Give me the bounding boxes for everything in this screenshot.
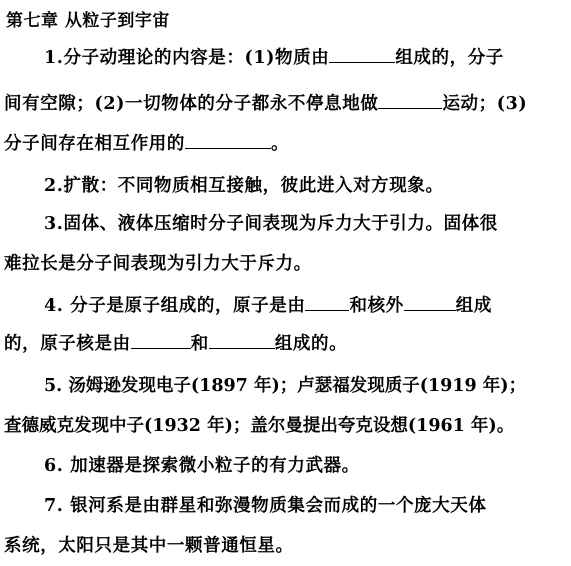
text-line-4 bbox=[44, 172, 444, 197]
text-line-12 bbox=[44, 492, 486, 517]
fill-blank[interactable] bbox=[131, 332, 191, 349]
text-segment: 间有空隙；(2)一切物体的分子都永不停息地做 bbox=[4, 94, 379, 114]
text-segment: 分子间存在相互作用的 bbox=[4, 134, 185, 154]
text-segment: 组成的，分子 bbox=[395, 48, 504, 68]
chapter-title: 第七章 从粒子到宇宙 bbox=[6, 11, 170, 31]
text-segment: 2.扩散：不同物质相互接触，彼此进入对方现象。 bbox=[44, 176, 444, 196]
text-segment: 查德威克发现中子(1932 年)；盖尔曼提出夸克设想(1961 年)。 bbox=[4, 416, 515, 436]
fill-blank[interactable] bbox=[185, 132, 271, 149]
text-segment: 组成 bbox=[455, 296, 492, 316]
fill-blank[interactable] bbox=[404, 294, 456, 311]
text-segment: 运动；(3) bbox=[442, 94, 528, 114]
text-line-2 bbox=[4, 90, 527, 115]
text-line-5 bbox=[44, 210, 498, 235]
fill-blank[interactable] bbox=[209, 332, 275, 349]
text-segment: 系统，太阳只是其中一颗普通恒星。 bbox=[4, 536, 294, 556]
text-line-1 bbox=[44, 44, 504, 69]
text-segment: 6. 加速器是探索微小粒子的有力武器。 bbox=[44, 456, 360, 476]
text-line-3 bbox=[4, 130, 289, 155]
text-segment: 组成的。 bbox=[274, 334, 348, 354]
text-segment: 和核外 bbox=[349, 296, 404, 316]
fill-blank[interactable] bbox=[329, 46, 395, 63]
text-line-10 bbox=[4, 412, 514, 437]
fill-blank[interactable] bbox=[378, 92, 442, 109]
text-line-13 bbox=[4, 532, 294, 557]
text-line-6 bbox=[4, 250, 312, 275]
text-line-7 bbox=[44, 292, 492, 317]
text-segment: 4. 分子是原子组成的，原子是由 bbox=[44, 296, 306, 316]
text-line-8 bbox=[4, 330, 347, 355]
text-segment: 难拉长是分子间表现为引力大于斥力。 bbox=[4, 254, 312, 274]
text-segment: 的，原子核是由 bbox=[4, 334, 131, 354]
text-segment: 1.分子动理论的内容是：(1)物质由 bbox=[44, 48, 330, 68]
text-segment: 和 bbox=[190, 334, 209, 354]
text-segment: 3.固体、液体压缩时分子间表现为斥力大于引力。固体很 bbox=[44, 214, 498, 234]
text-segment: 5. 汤姆逊发现电子(1897 年)；卢瑟福发现质子(1919 年)； bbox=[44, 376, 527, 396]
fill-blank[interactable] bbox=[305, 294, 349, 311]
text-segment: 。 bbox=[271, 134, 290, 154]
text-line-9 bbox=[44, 372, 526, 397]
text-segment: 7. 银河系是由群星和弥漫物质集会而成的一个庞大天体 bbox=[44, 496, 487, 516]
text-line-11 bbox=[44, 452, 360, 477]
